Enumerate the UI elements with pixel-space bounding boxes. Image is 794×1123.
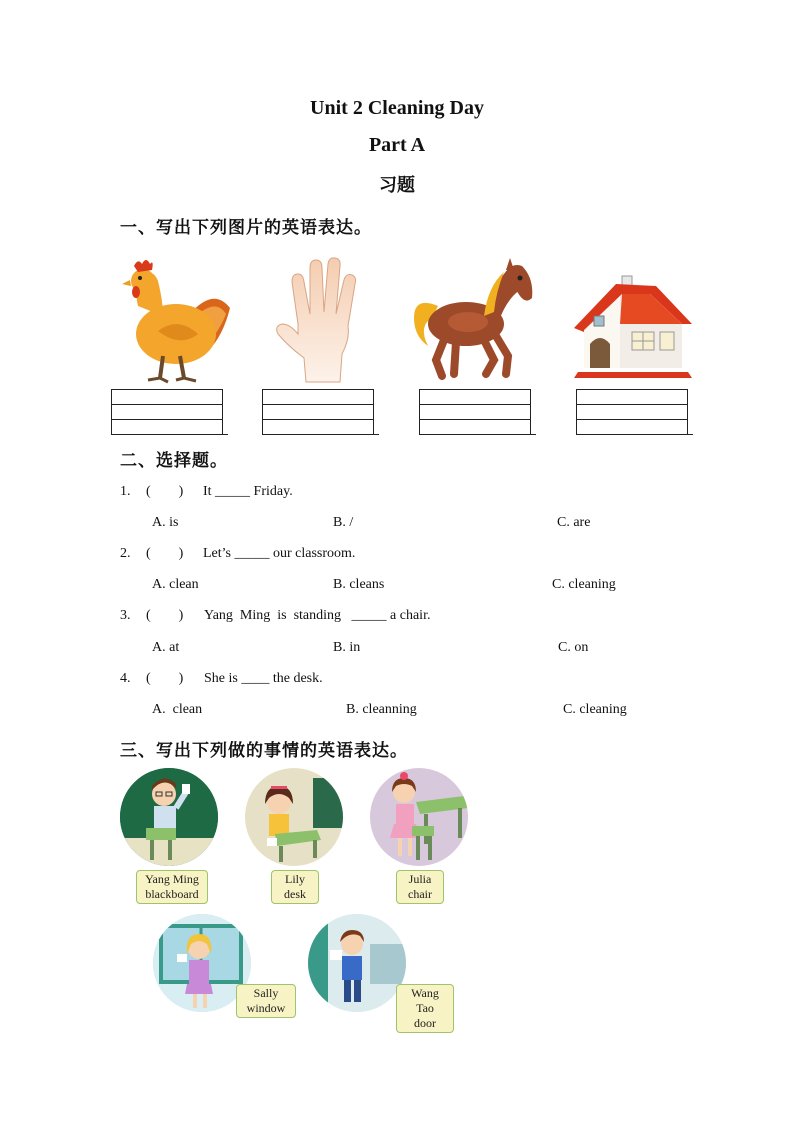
question-4-option-b: B. cleanning — [346, 702, 417, 717]
question-1-option-b: B. / — [333, 515, 354, 530]
label-object: desk — [284, 887, 306, 901]
label-object: blackboard — [145, 887, 199, 901]
question-1-option-a: A. is — [152, 515, 179, 530]
boy-cleaning-door-icon — [308, 914, 406, 1012]
question-2-option-c: C. cleaning — [552, 577, 616, 592]
question-3-option-a: A. at — [152, 640, 180, 655]
label-object: door — [414, 1016, 436, 1030]
label-name: Lily — [285, 872, 305, 886]
girl-cleaning-desk-icon — [245, 768, 343, 866]
answer-box-1[interactable] — [111, 389, 223, 435]
question-3-option-c: C. on — [558, 640, 589, 655]
house-icon — [570, 272, 698, 382]
section1-heading: 一、写出下列图片的英语表达。 — [120, 218, 372, 238]
label-name: Sally — [253, 986, 279, 1000]
julia-cleaning-picture — [370, 768, 468, 866]
question-4-option-c: C. cleaning — [563, 702, 627, 717]
horse-icon — [408, 256, 538, 384]
label-name: Yang Ming — [145, 872, 199, 886]
section2-heading: 二、选择题。 — [120, 451, 228, 471]
hand-icon — [270, 254, 370, 384]
question-4-option-a: A. clean — [152, 702, 203, 717]
question-2-text: Let’s _____ our classroom. — [203, 546, 356, 561]
wang-tao-cleaning-picture — [308, 914, 406, 1012]
label-yang-ming — [136, 870, 208, 904]
label-object: window — [246, 1001, 286, 1015]
question-3-text: Yang Ming is standing _____ a chair. — [204, 608, 431, 623]
page-title: Unit 2 Cleaning Day — [310, 97, 484, 119]
question-4-answer-paren[interactable]: ( ) — [146, 671, 184, 686]
question-2-answer-paren[interactable]: ( ) — [146, 546, 184, 561]
question-3-answer-paren[interactable]: ( ) — [146, 608, 184, 623]
label-wang-tao — [396, 984, 454, 1033]
label-name: Wang Tao — [411, 986, 439, 1015]
answer-box-2[interactable] — [262, 389, 374, 435]
question-1-text: It _____ Friday. — [203, 484, 293, 499]
question-4-text: She is ____ the desk. — [204, 671, 323, 686]
question-2-number: 2. — [120, 546, 131, 561]
question-4-number: 4. — [120, 671, 131, 686]
question-3-option-b: B. in — [333, 640, 361, 655]
answer-box-3[interactable] — [419, 389, 531, 435]
label-object: chair — [408, 887, 432, 901]
label-julia — [396, 870, 444, 904]
page-subtitle: 习题 — [379, 175, 415, 196]
label-name: Julia — [408, 872, 432, 886]
question-1-answer-paren[interactable]: ( ) — [146, 484, 184, 499]
girl-cleaning-chair-icon — [370, 768, 468, 866]
answer-box-4[interactable] — [576, 389, 688, 435]
lily-cleaning-picture — [245, 768, 343, 866]
question-1-option-c: C. are — [557, 515, 591, 530]
boy-cleaning-blackboard-icon — [120, 768, 218, 866]
question-2-option-b: B. cleans — [333, 577, 385, 592]
section3-heading: 三、写出下列做的事情的英语表达。 — [120, 741, 408, 761]
label-lily — [271, 870, 319, 904]
question-1-number: 1. — [120, 484, 131, 499]
page-part: Part A — [368, 134, 426, 156]
yang-ming-cleaning-picture — [120, 768, 218, 866]
question-2-option-a: A. clean — [152, 577, 199, 592]
chicken-icon — [118, 256, 233, 386]
question-3-number: 3. — [120, 608, 131, 623]
label-sally — [236, 984, 296, 1018]
